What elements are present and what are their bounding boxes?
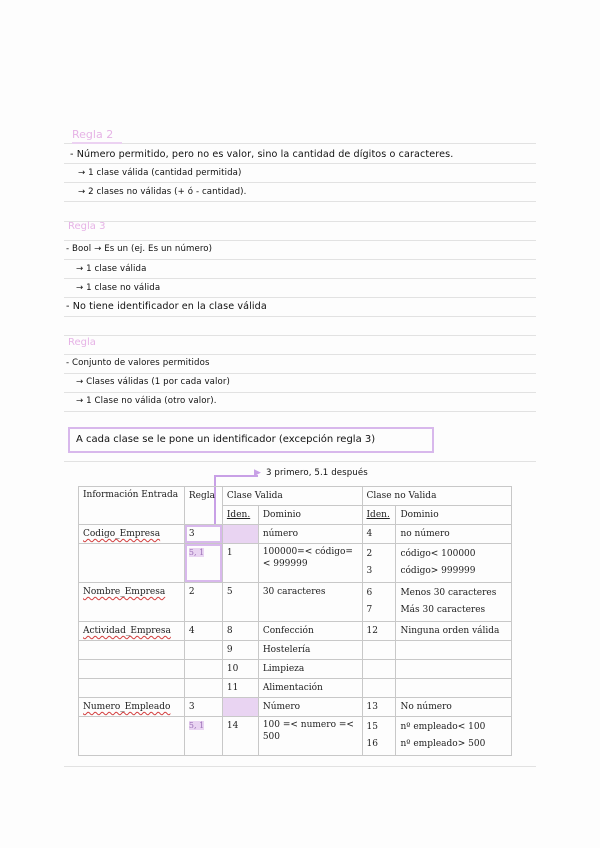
regla3-title: Regla 3 [68,221,106,232]
table-row [79,622,512,641]
nv-iden-cell: 2 [366,549,373,559]
regla4-line3: → 1 Clase no válida (otro valor). [76,396,217,406]
iden-cell [222,525,258,544]
nv-dominio-cell: nº empleado< 100 [400,722,486,732]
header-info: Información Entrada [79,487,185,525]
regla-cell: 5, 1 [188,548,205,557]
regla2-line1: - Número permitido, pero no es valor, sino la cantidad de dígitos o caracteres. [70,149,454,160]
nv-iden-cell: 12 [362,622,396,641]
nv-dominio-cell: no número [396,525,512,544]
dominio-cell: Confección [258,622,362,641]
table-row [79,525,512,544]
iden-cell: 14 [222,717,258,756]
dominio-cell: Alimentación [258,679,362,698]
regla2-title: Regla 2 [72,128,114,141]
dominio-cell: 30 caracteres [258,583,362,622]
regla2-line3: → 2 clases no válidas (+ ó - cantidad). [78,187,247,197]
nv-dominio-cell: nº empleado> 500 [400,739,486,749]
table-row [79,583,512,622]
regla4-line2: → Clases válidas (1 por cada valor) [76,377,230,387]
subheader-dominio-nv: Dominio [396,506,512,525]
info-cell: Codigo_Empresa [83,529,161,539]
iden-cell: 9 [222,641,258,660]
nv-dominio-cell: Menos 30 caracteres [400,588,497,598]
regla4-title: Regla [68,337,96,348]
nv-dominio-cell: Más 30 caracteres [400,605,486,615]
regla3-line3: → 1 clase no válida [76,283,161,293]
identifier-note-box: A cada clase se le pone un identificador (excepción regla 3) [68,427,434,453]
nv-iden-cell: 3 [366,566,373,576]
nv-iden-cell: 7 [366,605,373,615]
regla3-line4: - No tiene identificador en la clase válida [66,301,267,312]
dominio-cell: 100000=< código=< 999999 [258,544,362,583]
arrow-note: 3 primero, 5.1 después [266,468,368,478]
regla-cell: 3 [184,525,222,544]
dominio-cell: Número [258,698,362,717]
regla4-line1: - Conjunto de valores permitidos [66,358,210,368]
dominio-cell: Hostelería [258,641,362,660]
regla-cell: 2 [184,583,222,622]
table-row [79,641,512,660]
table-header-row [79,487,512,506]
subheader-dominio: Dominio [258,506,362,525]
table-row [79,679,512,698]
subheader-iden: Iden. [222,506,258,525]
arrow-head-icon: ▶ [254,468,261,478]
nv-iden-cell: 6 [366,588,373,598]
dominio-cell: Limpieza [258,660,362,679]
regla-cell: 4 [184,622,222,641]
subheader-iden-nv: Iden. [362,506,396,525]
iden-cell: 11 [222,679,258,698]
arrow-annotation-top [214,475,258,477]
dominio-cell: número [258,525,362,544]
info-cell: Nombre_Empresa [83,587,166,597]
nv-iden-cell: 13 [362,698,396,717]
nv-iden-cell: 16 [366,739,378,749]
table-row [79,660,512,679]
iden-cell: 10 [222,660,258,679]
iden-cell: 8 [222,622,258,641]
nv-dominio-cell: Ninguna orden válida [396,622,512,641]
regla-cell: 5, 1 [188,721,205,730]
table-row [79,544,512,583]
classes-table [78,486,512,756]
regla2-line2: → 1 clase válida (cantidad permitida) [78,168,242,178]
regla3-line2: → 1 clase válida [76,264,147,274]
nv-dominio-cell: código> 999999 [400,566,476,576]
table-row [79,717,512,756]
info-cell: Numero_Empleado [83,702,171,712]
header-regla: Regla [184,487,222,525]
iden-cell: 1 [222,544,258,583]
table-row [79,698,512,717]
iden-cell: 5 [222,583,258,622]
header-clase-valida: Clase Valida [222,487,362,506]
dominio-cell: 100 =< numero =< 500 [258,717,362,756]
nv-dominio-cell: No número [396,698,512,717]
regla-cell: 3 [184,698,222,717]
iden-cell [222,698,258,717]
nv-iden-cell: 4 [362,525,396,544]
nv-iden-cell: 15 [366,722,378,732]
nv-dominio-cell: código< 100000 [400,549,476,559]
header-clase-no-valida: Clase no Valida [362,487,512,506]
regla3-line1: - Bool → Es un (ej. Es un número) [66,244,213,254]
info-cell: Actividad_Empresa [83,626,171,636]
